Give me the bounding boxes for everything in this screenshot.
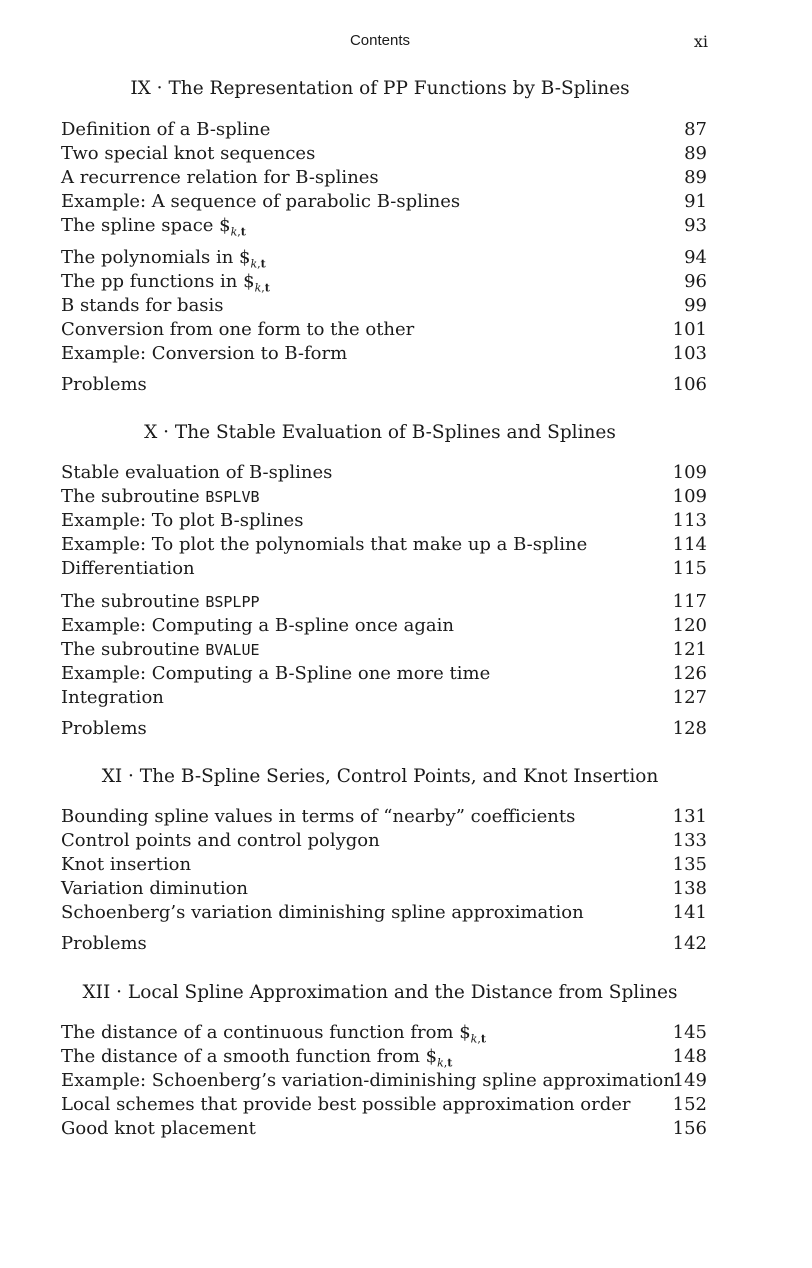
running-header — [0, 32, 812, 54]
entry-page: 99 — [684, 295, 707, 316]
entry-title: Control points and control polygon — [61, 830, 380, 851]
entry-title: Example: Computing a B-Spline one more time — [61, 663, 491, 684]
entry-page: 145 — [672, 1022, 707, 1043]
entry-title: Example: Conversion to B-form — [61, 343, 348, 364]
entry-title: Example: To plot B-splines — [61, 510, 304, 531]
entry-title: The subroutine BSPLVB — [61, 486, 260, 507]
toc-entry[interactable] — [61, 557, 707, 581]
toc-entry[interactable] — [61, 190, 707, 214]
entry-page: 103 — [672, 343, 707, 364]
toc-entry[interactable] — [61, 901, 707, 925]
toc-entry[interactable] — [61, 717, 707, 741]
toc-entry[interactable] — [61, 1117, 707, 1141]
toc-entry[interactable] — [61, 509, 707, 533]
chapter-title-x: X · The Stable Evaluation of B-Splines and Splines — [144, 422, 616, 443]
entry-page: 117 — [672, 591, 707, 612]
entry-title: Example: Computing a B-spline once again — [61, 615, 454, 636]
entry-title: Bounding spline values in terms of “nearby” coefficients — [61, 806, 576, 827]
toc-entry[interactable] — [61, 686, 707, 710]
entry-title: Conversion from one form to the other — [61, 319, 415, 340]
toc-entry[interactable] — [61, 932, 707, 956]
entry-title: The spline space $\$_{k,t}$ — [61, 215, 246, 239]
toc-entry[interactable] — [61, 590, 707, 614]
entry-title: B stands for basis — [61, 295, 224, 316]
toc-entry[interactable] — [61, 1069, 707, 1093]
entry-page: 96 — [684, 271, 707, 292]
toc-entry[interactable] — [61, 638, 707, 662]
toc-entry[interactable] — [61, 533, 707, 557]
toc-entry[interactable] — [61, 294, 707, 318]
toc-entry[interactable] — [61, 461, 707, 485]
entry-title: Example: To plot the polynomials that make up a B-spline — [61, 534, 588, 555]
entry-title: The subroutine BVALUE — [61, 639, 260, 660]
entry-page: 109 — [672, 462, 707, 483]
toc-entry[interactable] — [61, 214, 707, 238]
entry-title: The distance of a continuous function from $\$_{k,t}$ — [61, 1022, 486, 1046]
toc-entry[interactable] — [61, 853, 707, 877]
entry-page: 89 — [684, 143, 707, 164]
entry-page: 152 — [672, 1094, 707, 1115]
entry-title: Problems — [61, 718, 147, 739]
toc-entry[interactable] — [61, 118, 707, 142]
running-header-title: Contents — [349, 32, 411, 49]
toc-entry[interactable] — [61, 485, 707, 509]
entry-page: 135 — [672, 854, 707, 875]
toc-entry[interactable] — [61, 318, 707, 342]
entry-title: The distance of a smooth function from $\$_{k,t}$ — [61, 1046, 453, 1070]
entry-title: Problems — [61, 933, 147, 954]
toc-entry[interactable] — [61, 614, 707, 638]
entry-page: 126 — [672, 663, 707, 684]
chapter-title-xi: XI · The B-Spline Series, Control Points, and Knot Insertion — [101, 766, 659, 787]
toc-entry[interactable] — [61, 246, 707, 270]
entry-page: 87 — [684, 119, 707, 140]
entry-title: The pp functions in $\$_{k,t}$ — [61, 271, 270, 295]
entry-title: Schoenberg’s variation diminishing spline approximation — [61, 902, 584, 923]
entry-page: 127 — [672, 687, 707, 708]
entry-page: 138 — [672, 878, 707, 899]
toc-entry[interactable] — [61, 662, 707, 686]
toc-entry[interactable] — [61, 166, 707, 190]
entry-title: Example: A sequence of parabolic B-splines — [61, 191, 461, 212]
entry-title: Example: Schoenberg’s variation-diminishing spline approximation — [61, 1070, 675, 1091]
entry-title: The subroutine BSPLPP — [61, 591, 260, 612]
chapter-title-xii: XII · Local Spline Approximation and the Distance from Splines — [82, 982, 678, 1003]
toc-entry[interactable] — [61, 1021, 707, 1045]
entry-title: Stable evaluation of B-splines — [61, 462, 333, 483]
entry-page: 120 — [672, 615, 707, 636]
entry-page: 109 — [672, 486, 707, 507]
entry-title: Local schemes that provide best possible approximation order — [61, 1094, 631, 1115]
entry-page: 114 — [672, 534, 707, 555]
entry-title: The polynomials in $\$_{k,t}$ — [61, 247, 266, 271]
entry-title: Two special knot sequences — [61, 143, 316, 164]
chapter-title-ix: IX · The Representation of PP Functions by B-Splines — [130, 78, 630, 99]
entry-title: A recurrence relation for B-splines — [61, 167, 379, 188]
entry-page: 149 — [672, 1070, 707, 1091]
toc-entry[interactable] — [61, 829, 707, 853]
entry-page: 141 — [672, 902, 707, 923]
entry-page: 89 — [684, 167, 707, 188]
entry-page: 93 — [684, 215, 707, 236]
entry-page: 131 — [672, 806, 707, 827]
entry-page: 156 — [672, 1118, 707, 1139]
entry-page: 101 — [672, 319, 707, 340]
page-number: xi — [693, 32, 708, 51]
entry-page: 128 — [672, 718, 707, 739]
toc-entry[interactable] — [61, 1093, 707, 1117]
toc-entry[interactable] — [61, 1045, 707, 1069]
entry-page: 148 — [672, 1046, 707, 1067]
entry-page: 106 — [672, 374, 707, 395]
entry-title: Knot insertion — [61, 854, 192, 875]
entry-title: Good knot placement — [61, 1118, 256, 1139]
entry-page: 121 — [672, 639, 707, 660]
entry-page: 142 — [672, 933, 707, 954]
entry-title: Definition of a B-spline — [61, 119, 271, 140]
toc-entry[interactable] — [61, 877, 707, 901]
entry-title: Variation diminution — [61, 878, 249, 899]
toc-entry[interactable] — [61, 373, 707, 397]
entry-page: 115 — [672, 558, 707, 579]
entry-page: 94 — [684, 247, 707, 268]
entry-page: 113 — [672, 510, 707, 531]
toc-entry[interactable] — [61, 342, 707, 366]
entry-page: 91 — [684, 191, 707, 212]
toc-entry[interactable] — [61, 270, 707, 294]
toc-entry[interactable] — [61, 805, 707, 829]
entry-page: 133 — [672, 830, 707, 851]
toc-entry[interactable] — [61, 142, 707, 166]
entry-title: Problems — [61, 374, 147, 395]
entry-title: Differentiation — [61, 558, 195, 579]
entry-title: Integration — [61, 687, 164, 708]
